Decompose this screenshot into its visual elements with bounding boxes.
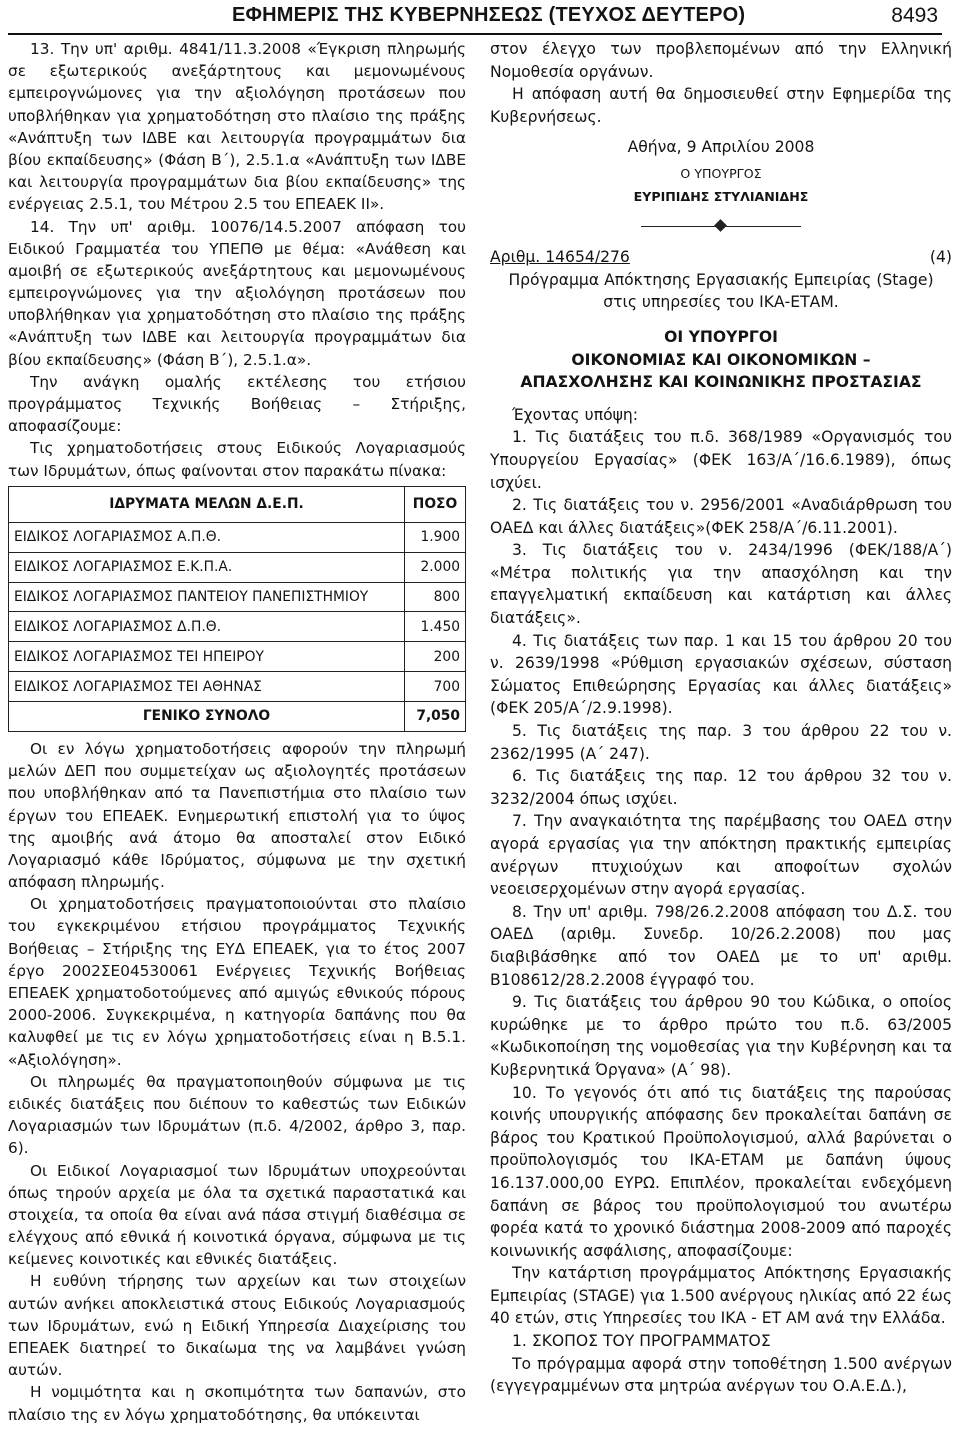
ministers-heading-3: ΑΠΑΣΧΟΛΗΣΗΣ ΚΑΙ ΚΟΙΝΩΝΙΚΗΣ ΠΡΟΣΤΑΣΙΑΣ — [520, 373, 922, 392]
separator — [641, 216, 801, 238]
paragraph-archives: Οι Ειδικοί Λογαριασμοί των Ιδρυμάτων υποχρεούνται όπως τηρούν αρχεία με όλα τα σχετικά παραστατικά και στοιχεία, τα οποία θα είναι ανά πάσα στιγμή διαθέσιμα σε ελέγχους από εθνικά ή κοινοτικά όργανα, σύμφωνα με τις κείμενες κοινοτικές και εθνικές διατάξεις. — [8, 1161, 466, 1269]
page-number: 8493 — [891, 4, 938, 27]
account-amount: 800 — [405, 582, 466, 612]
considering-item: 5. Τις διατάξεις της παρ. 3 του άρθρου 22 του ν. 2362/1995 (Α΄ 247). — [490, 722, 952, 763]
account-amount: 200 — [405, 642, 466, 672]
decision-index: (4) — [929, 248, 952, 267]
considering-item: 8. Την υπ' αριθμ. 798/26.2.2008 απόφαση του Δ.Σ. του ΟΑΕΔ (αριθμ. Συνεδρ. 10/26.2.2008) που μας διαβιβάσθηκε από τον ΟΑΕΔ με το υπ' αριθμ. Β108612/28.2.2008 έγγραφό του. — [490, 902, 952, 989]
decision-number: Αριθμ. 14654/276 — [490, 248, 630, 267]
paragraph-publication: Η απόφαση αυτή θα δημοσιευθεί στην Εφημερίδα της Κυβερνήσεως. — [490, 85, 952, 126]
total-amount: 7,050 — [405, 702, 466, 732]
considering-item: 4. Τις διατάξεις των παρ. 1 και 15 του άρθρου 20 του ν. 2639/1998 «Ρύθμιση εργασιακών σχέσεων, σύσταση Σώματος Επιθεώρησης Εργασίας και άλλες διατάξεις» (ΦΕΚ 205/Α΄/2.9.1998). — [490, 631, 952, 718]
page-header — [232, 0, 938, 36]
table-header-row — [9, 486, 466, 522]
account-name: ΕΙΔΙΚΟΣ ΛΟΓΑΡΙΑΣΜΟΣ Ε.Κ.Π.Α. — [9, 552, 405, 582]
account-name: ΕΙΔΙΚΟΣ ΛΟΓΑΡΙΑΣΜΟΣ ΤΕΙ ΑΘΗΝΑΣ — [9, 672, 405, 702]
ministers-heading-1: ΟΙ ΥΠΟΥΡΓΟΙ — [664, 327, 778, 346]
account-name: ΕΙΔΙΚΟΣ ΛΟΓΑΡΙΑΣΜΟΣ ΤΕΙ ΗΠΕΙΡΟΥ — [9, 642, 405, 672]
gazette-title: ΕΦΗΜΕΡΙΣ ΤΗΣ ΚΥΒΕΡΝΗΣΕΩΣ (ΤΕΥΧΟΣ ΔΕΥΤΕΡΟ) — [232, 4, 746, 26]
paragraph-responsibility: Η ευθύνη τήρησης των αρχείων και των στοιχείων αυτών ανήκει αποκλειστικά στους Ειδικούς Λογαριασμούς των Ιδρυμάτων, ενώ η Ειδική Υπηρεσία Διαχείρισης του ΕΠΕΑΕΚ διατηρεί το δικαίωμα της να λαμβάνει γνώση αυτών. — [8, 1272, 466, 1380]
left-column — [8, 38, 466, 1426]
paragraph-need: Την ανάγκη ομαλής εκτέλεσης του ετήσιου προγράμματος Τεχνικής Βοήθειας – Στήριξης, αποφασίζουμε: — [8, 372, 466, 436]
account-amount: 700 — [405, 672, 466, 702]
right-column — [490, 38, 952, 1398]
account-name: ΕΙΔΙΚΟΣ ΛΟΓΑΡΙΑΣΜΟΣ Α.Π.Θ. — [9, 522, 405, 552]
paragraph-13: 13. Την υπ' αριθμ. 4841/11.3.2008 «Έγκριση πληρωμής σε εξωτερικούς ανεξάρτητους και μεμονωμένους εμπειρογνώμονες για την αξιολόγηση προτάσεων που υποβλήθηκαν για χρηματοδότηση στο πλαίσιο της πράξης «Ανάπτυξη των ΙΔΒΕ και λειτουργία προγραμμάτων δια βίου εκπαίδευσης» (Φάση Β΄), 2.5.1.α «Ανάπτυξη των ΙΔΒΕ και λειτουργία προγραμμάτων δια βίου εκπαίδευσης» της ενέργειας 2.5.1, του Μέτρου 2.5 του ΕΠΕΑΕΚ ΙΙ». — [8, 40, 466, 214]
paragraph-payments: Οι πληρωμές θα πραγματοποιηθούν σύμφωνα με τις ειδικές διατάξεις που διέπουν το καθεστώς των Ειδικών Λογαριασμών των Ιδρυμάτων (π.δ. 4/2002, άρθρο 3, παρ. 6). — [8, 1072, 466, 1158]
table-row — [9, 642, 466, 672]
table-row — [9, 582, 466, 612]
minister-title: Ο ΥΠΟΥΡΓΟΣ — [680, 165, 762, 181]
table-row — [9, 612, 466, 642]
decision-header — [490, 246, 952, 269]
account-amount: 1.900 — [405, 522, 466, 552]
funding-table — [8, 486, 466, 732]
considering-item: 6. Τις διατάξεις της παρ. 12 του άρθρου 32 του ν. 3232/2004 όπως ισχύει. — [490, 767, 952, 808]
considering-item: 9. Τις διατάξεις του άρθρου 90 του Κώδικα, ο οποίος κυρώθηκε με το άρθρο πρώτο του π.δ. 63/2005 «Κωδικοποίηση της νομοθεσίας για την Κυβέρνηση και τα Κυβερνητικά Όργανα» (Α΄ 98). — [490, 993, 952, 1079]
paragraph-payment: Οι εν λόγω χρηματοδοτήσεις αφορούν την πληρωμή μελών ΔΕΠ που συμμετείχαν ως αξιολογητές προτάσεων που υποβλήθηκαν από τα Πανεπιστήμια στο πλαίσιο των έργων του ΕΠΕΑΕΚ. Ενημερωτική επιστολή για το ύψος της αμοιβής ανά άτομο θα αποσταλεί στον Ειδικό Λογαριασμό κάθε Ιδρύματος, σύμφωνα με την σχετική απόφαση πληρωμής. — [8, 739, 466, 892]
ministers-heading-2: ΟΙΚΟΝΟΜΙΑΣ ΚΑΙ ΟΙΚΟΝΟΜΙΚΩΝ – — [571, 350, 871, 369]
table-row — [9, 552, 466, 582]
paragraph-program: Οι χρηματοδοτήσεις πραγματοποιούνται στο πλαίσιο του εγκεκριμένου ετήσιου προγράμματος Τεχνικής Βοήθειας – Στήριξης της ΕΥΔ ΕΠΕΑΕΚ, για το έτος 2007 έργο 2002ΣΕ04530061 Ενέργειες Τεχνικής Βοήθειας ΕΠΕΑΕΚ χρηματοδοτούμενες από αμιγώς εθνικούς πόρους 2000-2006. Συγκεκριμένα, η κατηγορία δαπάνης που θα καλυφθεί με τις εν λόγω χρηματοδοτήσεις είναι η Β.5.1. «Αξιολόγηση». — [8, 895, 466, 1069]
account-name: ΕΙΔΙΚΟΣ ΛΟΓΑΡΙΑΣΜΟΣ Δ.Π.Θ. — [9, 612, 405, 642]
paragraph-legality: Η νομιμότητα και η σκοπιμότητα των δαπανών, στο πλαίσιο της εν λόγω χρηματοδότησης, θα υπόκεινται — [8, 1383, 466, 1424]
paragraph-control: στον έλεγχο των προβλεπομένων από την Ελληνική Νομοθεσία οργάνων. — [490, 40, 952, 81]
considering-item: 1. Τις διατάξεις του π.δ. 368/1989 «Οργανισμός του Υπουργείου Εργασίας» (ΦΕΚ 163/Α΄/16.6.1989), όπως ισχύει. — [490, 428, 952, 492]
considering-item: 7. Την αναγκαιότητα της παρέμβασης του ΟΑΕΔ στην αγορά εργασίας για την απόκτηση πρακτικής εμπειρίας ανέργων πτυχιούχων και αποφοίτων σχολών νεοεισερχομένων στην αγορά εργασίας. — [490, 812, 952, 899]
column-header-amount: ΠΟΣΟ — [405, 486, 466, 522]
paragraph-funding: Τις χρηματοδοτήσεις στους Ειδικούς Λογαριασμούς των Ιδρυμάτων, όπως φαίνονται στον παρακάτω πίνακα: — [8, 439, 466, 480]
considering-item: 10. Το γεγονός ότι από τις διατάξεις της παρούσας κοινής υπουργικής απόφασης δεν προκαλείται δαπάνη σε βάρος του Κρατικού Προϋπολογισμού, αλλά βαρύνεται ο προϋπολογισμός του ΙΚΑ-ΕΤΑΜ με δαπάνη ύψους 16.137.000,00 ΕΥΡΩ. Επιπλέον, προκαλείται ενδεχόμενη δαπάνη σε βάρος του προϋπολογισμού του ανωτέρω φορέα κατά το χρονικό διάστημα 2008-2009 από παροχές κοινωνικής ασφάλισης, αποφασίζουμε: — [490, 1083, 952, 1260]
diamond-icon — [714, 219, 727, 232]
paragraph-placement: Το πρόγραμμα αφορά στην τοποθέτηση 1.500 ανέργων (εγγεγραμμένων στα μητρώα ανέργων του Ο.Α.Ε.Δ.), — [490, 1354, 952, 1396]
considering-label: Έχοντας υπόψη: — [512, 405, 639, 424]
place-date: Αθήνα, 9 Απριλίου 2008 — [627, 138, 815, 157]
account-amount: 2.000 — [405, 552, 466, 582]
total-label: ΓΕΝΙΚΟ ΣΥΝΟΛΟ — [9, 702, 405, 732]
considering-item: 2. Τις διατάξεις του ν. 2956/2001 «Αναδιάρθρωση του ΟΑΕΔ και άλλες διατάξεις»(ΦΕΚ 258/Α΄/6.11.2001). — [490, 496, 952, 537]
total-row — [9, 702, 466, 732]
paragraph-stage: Την κατάρτιση προγράμματος Απόκτησης Εργασιακής Εμπειρίας (STAGE) για 1.500 ανέργους ηλικίας από 22 έως 40 ετών, στις Υπηρεσίες του ΙΚΑ - ΕΤ ΑΜ ανά την Ελλάδα. — [490, 1264, 952, 1328]
section-heading: 1. ΣΚΟΠΟΣ ΤΟΥ ΠΡΟΓΡΑΜΜΑΤΟΣ — [512, 1332, 771, 1351]
considering-item: 3. Τις διατάξεις του ν. 2434/1996 (ΦΕΚ/188/Α΄) «Μέτρα πολιτικής για την απασχόληση και την επαγγελματική εκπαίδευση και κατάρτιση και άλλες διατάξεις». — [490, 541, 952, 628]
table-row — [9, 522, 466, 552]
minister-name: ΕΥΡΙΠΙΔΗΣ ΣΤΥΛΙΑΝΙΔΗΣ — [633, 188, 809, 204]
table-row — [9, 672, 466, 702]
account-name: ΕΙΔΙΚΟΣ ΛΟΓΑΡΙΑΣΜΟΣ ΠΑΝΤΕΙΟΥ ΠΑΝΕΠΙΣΤΗΜΙΟΥ — [9, 582, 405, 612]
account-amount: 1.450 — [405, 612, 466, 642]
header-rule — [8, 33, 942, 35]
column-header-institution: ΙΔΡΥΜΑΤΑ ΜΕΛΩΝ Δ.Ε.Π. — [9, 486, 405, 522]
paragraph-14: 14. Την υπ' αριθμ. 10076/14.5.2007 απόφαση του Ειδικού Γραμματέα του ΥΠΕΠΘ με θέμα: «Ανάθεση και αμοιβή σε εξωτερικούς ανεξάρτητους και μεμονωμένους εμπειρογνώμονες για την αξιολόγηση προτάσεων που υποβλήθηκαν για χρηματοδότηση στο πλαίσιο της πράξης «Ανάπτυξη των ΙΔΒΕ και λειτουργία προγραμμάτων δια βίου εκπαίδευσης» (Φάση Β΄), 2.5.1.α». — [8, 217, 466, 369]
decision-title: Πρόγραμμα Απόκτησης Εργασιακής Εμπειρίας (Stage) στις υπηρεσίες του ΙΚΑ-ΕΤΑΜ. — [508, 270, 934, 312]
